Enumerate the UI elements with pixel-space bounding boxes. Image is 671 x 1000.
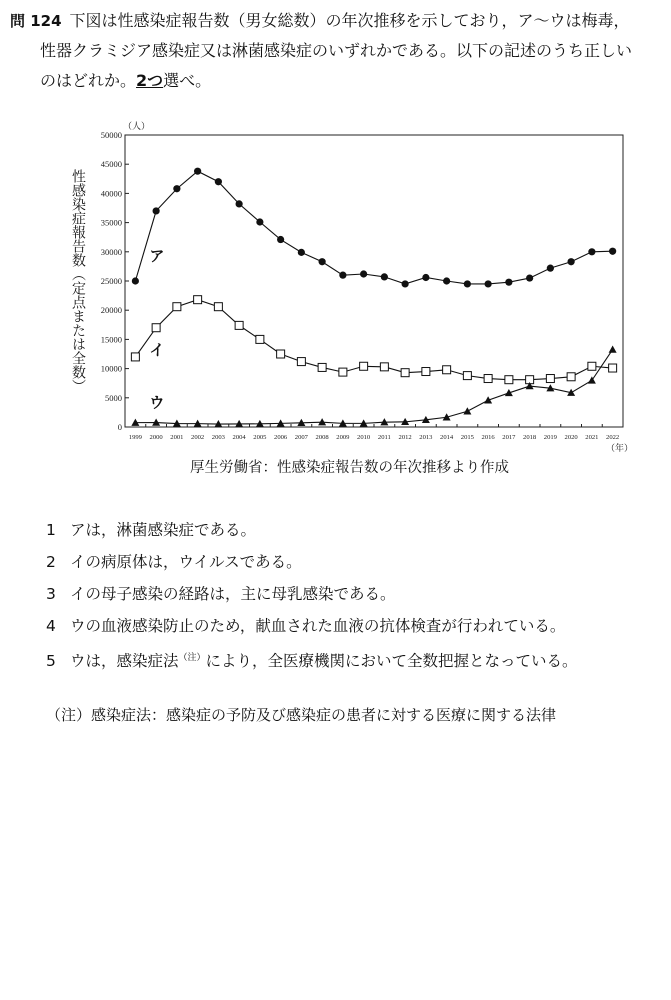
data-point (463, 407, 471, 414)
data-point (194, 168, 201, 175)
data-point (298, 249, 305, 256)
answer-options (46, 514, 578, 674)
series-2 (131, 296, 616, 384)
series-3 (131, 346, 616, 428)
question-line-1: 下図は性感染症報告数（男女総数）の年次推移を示しており，ア～ウは梅毒， (69, 11, 630, 30)
data-point (277, 236, 284, 243)
y-tick-label: 10000 (100, 363, 122, 374)
data-point (526, 274, 533, 281)
data-point (588, 376, 596, 383)
data-point (215, 178, 222, 185)
data-point (609, 248, 616, 255)
x-tick-label: 2006 (274, 434, 288, 441)
data-point (153, 207, 160, 214)
y-tick-label: 25000 (100, 276, 122, 286)
data-point (568, 258, 575, 265)
data-point (609, 346, 617, 353)
data-point (381, 273, 388, 280)
footnote: （注）感染症法：感染症の予防及び感染症の患者に対する医療に関する法律 (46, 706, 557, 724)
data-point (319, 258, 326, 265)
x-tick-label: 1999 (128, 434, 142, 441)
data-point (422, 274, 429, 281)
data-point (567, 373, 575, 381)
report-trend-chart (60, 110, 640, 460)
x-tick-label: 2018 (523, 434, 537, 441)
data-point (609, 364, 617, 372)
series-line (135, 171, 612, 284)
x-tick-label: 2010 (357, 434, 371, 441)
x-tick-label: 2005 (253, 434, 267, 441)
y-tick-label: 30000 (100, 246, 122, 257)
y-unit-label: （人） (123, 122, 151, 132)
option-text: イの母子感染の経路は，主に母乳感染である。 (70, 585, 396, 603)
series-name-label: ア (149, 247, 165, 265)
option-text: アは，淋菌感染症である。 (70, 521, 257, 539)
answer-count-emphasis: 2つ (136, 71, 164, 90)
data-point (277, 350, 285, 358)
x-tick-label: 2019 (543, 434, 557, 441)
x-tick-label: 2009 (336, 434, 350, 441)
data-point (256, 335, 264, 343)
x-tick-label: 2016 (481, 434, 495, 441)
option-text-continued: により，全医療機関において全数把握となっている。 (205, 652, 578, 671)
option-5[interactable] (46, 642, 578, 674)
option-2[interactable] (46, 546, 578, 578)
data-point (214, 303, 222, 311)
y-tick-label: 0 (117, 422, 122, 432)
y-tick-label: 40000 (100, 188, 122, 199)
data-point (588, 362, 596, 370)
data-point (443, 366, 451, 374)
x-tick-label: 2004 (232, 434, 246, 441)
option-number: 3 (46, 585, 56, 603)
series-1 (132, 168, 616, 288)
question-line-3-pre: のはどれか。 (40, 71, 137, 90)
option-number: 5 (46, 652, 56, 671)
data-point (380, 363, 388, 371)
option-text: ウの血液感染防止のため，献血された血液の抗体検査が行われている。 (70, 617, 566, 635)
series-line (135, 350, 612, 424)
data-point (588, 248, 595, 255)
data-point (464, 280, 471, 287)
x-tick-label: 2015 (460, 434, 474, 441)
data-point (318, 363, 326, 371)
data-point (132, 277, 139, 284)
data-point (256, 218, 263, 225)
y-tick-label: 45000 (100, 159, 122, 170)
option-number: 1 (46, 521, 56, 539)
data-point (422, 368, 430, 376)
data-point (131, 353, 139, 361)
data-point (152, 324, 160, 332)
x-tick-label: 2000 (149, 434, 163, 441)
y-tick-label: 35000 (100, 217, 122, 228)
x-tick-label: 2022 (606, 434, 620, 441)
data-point (235, 321, 243, 329)
x-tick-label: 2002 (191, 434, 205, 441)
data-point (339, 272, 346, 279)
data-point (401, 369, 409, 377)
data-point (360, 362, 368, 370)
series-name-label: ウ (149, 393, 165, 412)
x-tick-label: 2003 (211, 434, 225, 441)
option-number: 4 (46, 617, 56, 635)
option-number: 2 (46, 553, 56, 571)
data-point (546, 375, 554, 383)
y-tick-label: 5000 (105, 392, 122, 403)
data-point (194, 296, 202, 304)
data-point (485, 280, 492, 287)
data-point (547, 265, 554, 272)
option-text: イの病原体は，ウイルスである。 (70, 553, 302, 571)
data-point (463, 372, 471, 380)
option-text: ウは，感染症法 (70, 652, 179, 671)
data-point (484, 396, 492, 403)
x-tick-label: 2011 (377, 434, 391, 441)
x-tick-label: 2001 (170, 434, 184, 441)
option-1[interactable] (46, 514, 578, 546)
x-tick-label: 2008 (315, 434, 329, 441)
x-unit-label: （年） (605, 444, 633, 454)
x-tick-label: 2007 (294, 434, 308, 441)
y-tick-label: 15000 (100, 334, 122, 345)
data-point (339, 368, 347, 376)
question-line-3-post: 選べ。 (163, 71, 212, 90)
series-name-label: イ (149, 340, 165, 359)
data-point (173, 303, 181, 311)
question-stem (10, 6, 660, 96)
x-tick-label: 2017 (502, 434, 516, 441)
data-point (297, 358, 305, 366)
x-tick-label: 2020 (564, 434, 578, 441)
x-tick-label: 2012 (398, 434, 412, 441)
chart-source-caption: 厚生労働省：性感染症報告数の年次推移より作成 (190, 460, 509, 476)
data-point (484, 375, 492, 383)
data-point (505, 376, 513, 384)
data-point (236, 200, 243, 207)
footnote-marker: （注） (178, 653, 206, 663)
y-tick-label: 50000 (100, 130, 122, 140)
series-line (135, 300, 612, 380)
data-point (402, 280, 409, 287)
x-tick-label: 2013 (419, 434, 433, 441)
x-tick-label: 2021 (585, 434, 599, 441)
option-3[interactable] (46, 578, 578, 610)
data-point (360, 270, 367, 277)
option-4[interactable] (46, 610, 578, 642)
question-line-3 (10, 66, 660, 96)
x-tick-label: 2014 (440, 434, 454, 441)
question-line-2: 性器クラミジア感染症又は淋菌感染症のいずれかである。以下の記述のうち正しい (40, 41, 633, 60)
y-tick-label: 20000 (100, 305, 122, 316)
y-axis-label: 性感染症報告数（定点または全数） (70, 169, 86, 393)
question-number: 問 124 (10, 12, 62, 30)
data-point (173, 185, 180, 192)
plot-frame (125, 135, 623, 427)
data-point (505, 279, 512, 286)
data-point (443, 277, 450, 284)
